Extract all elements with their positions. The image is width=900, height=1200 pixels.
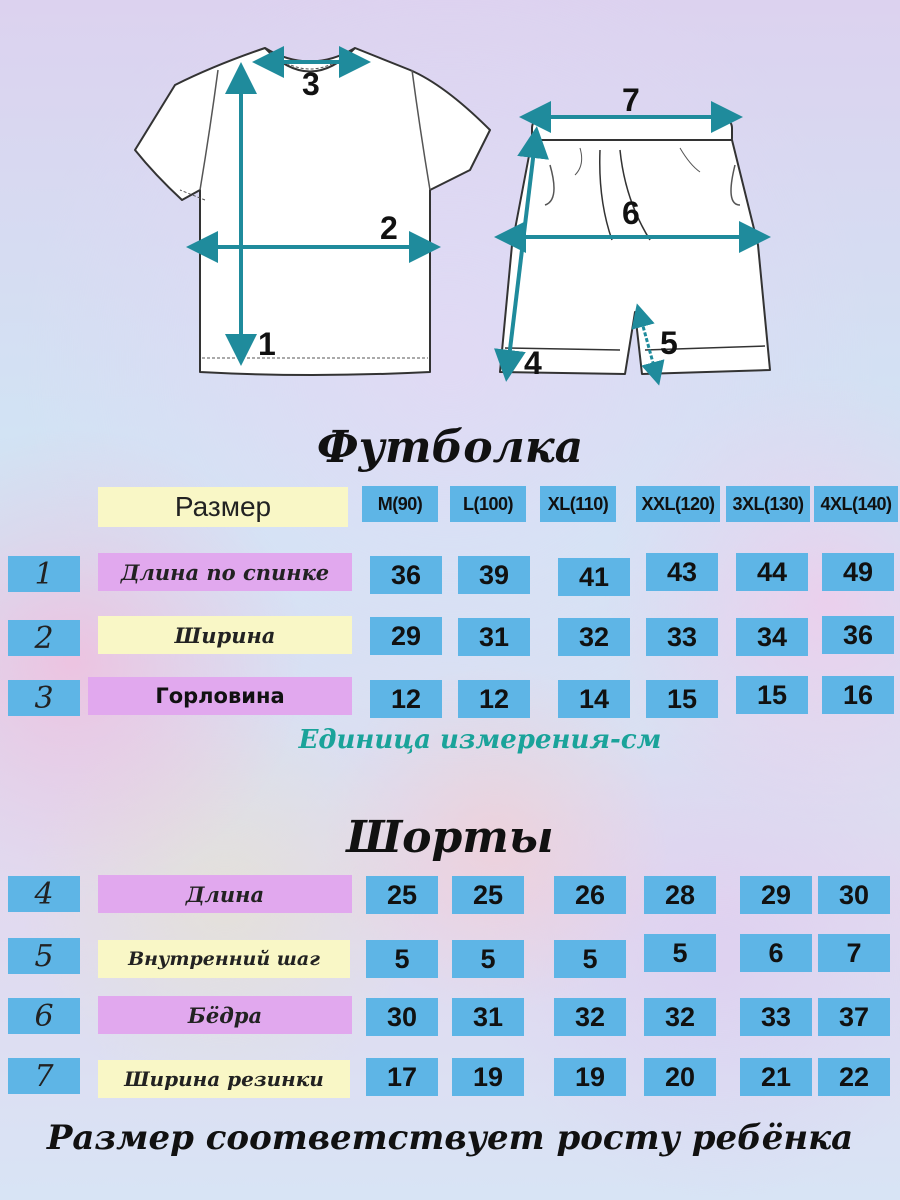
table-cell: 19 — [554, 1058, 626, 1096]
diagram-label-7: 7 — [622, 82, 640, 118]
row-number: 4 — [8, 876, 80, 912]
size-header: 3XL(130) — [726, 486, 810, 522]
row-label: Ширина — [98, 616, 352, 654]
table-cell: 26 — [554, 876, 626, 914]
table-cell: 12 — [458, 680, 530, 718]
row-number: 5 — [8, 938, 80, 974]
table-cell: 22 — [818, 1058, 890, 1096]
table-cell: 49 — [822, 553, 894, 591]
row-number: 1 — [8, 556, 80, 592]
size-header: 4XL(140) — [814, 486, 898, 522]
table-cell: 21 — [740, 1058, 812, 1096]
table-cell: 43 — [646, 553, 718, 591]
table-cell: 12 — [370, 680, 442, 718]
diagram-label-4: 4 — [524, 345, 542, 381]
row-label: Длина — [98, 875, 352, 913]
table-cell: 32 — [558, 618, 630, 656]
table-cell: 36 — [370, 556, 442, 594]
table-cell: 31 — [452, 998, 524, 1036]
table-cell: 6 — [740, 934, 812, 972]
table-cell: 30 — [818, 876, 890, 914]
table-cell: 25 — [452, 876, 524, 914]
table-cell: 19 — [452, 1058, 524, 1096]
shorts-drawing — [500, 118, 770, 374]
table-cell: 44 — [736, 553, 808, 591]
size-header: M(90) — [362, 486, 438, 522]
size-header: XXL(120) — [636, 486, 720, 522]
table-cell: 20 — [644, 1058, 716, 1096]
size-header: XL(110) — [540, 486, 616, 522]
garment-diagram — [0, 0, 900, 420]
table-cell: 14 — [558, 680, 630, 718]
unit-note: Единица измерения-см — [298, 725, 662, 755]
table-cell: 29 — [370, 617, 442, 655]
shorts-title: Шорты — [346, 812, 554, 863]
row-label: Горловина — [88, 677, 352, 715]
table-cell: 7 — [818, 934, 890, 972]
diagram-label-5: 5 — [660, 325, 678, 361]
diagram-label-1: 1 — [258, 326, 276, 362]
table-cell: 33 — [740, 998, 812, 1036]
diagram-label-6: 6 — [622, 195, 640, 231]
table-cell: 29 — [740, 876, 812, 914]
table-cell: 17 — [366, 1058, 438, 1096]
table-cell: 32 — [554, 998, 626, 1036]
table-cell: 32 — [644, 998, 716, 1036]
diagram-label-3: 3 — [302, 66, 320, 102]
row-number: 2 — [8, 620, 80, 656]
table-cell: 25 — [366, 876, 438, 914]
table-cell: 41 — [558, 558, 630, 596]
row-number: 6 — [8, 998, 80, 1034]
table-cell: 5 — [644, 934, 716, 972]
row-label: Длина по спинке — [98, 553, 352, 591]
row-number: 3 — [8, 680, 80, 716]
table-cell: 33 — [646, 618, 718, 656]
tshirt-title: Футболка — [316, 422, 584, 473]
table-cell: 15 — [736, 676, 808, 714]
row-label: Внутренний шаг — [98, 940, 350, 978]
table-cell: 15 — [646, 680, 718, 718]
table-cell: 37 — [818, 998, 890, 1036]
table-cell: 30 — [366, 998, 438, 1036]
table-cell: 5 — [366, 940, 438, 978]
size-header: L(100) — [450, 486, 526, 522]
table-cell: 31 — [458, 618, 530, 656]
table-cell: 5 — [554, 940, 626, 978]
diagram-label-2: 2 — [380, 210, 398, 246]
table-cell: 34 — [736, 618, 808, 656]
table-cell: 36 — [822, 616, 894, 654]
table-cell: 5 — [452, 940, 524, 978]
footer-note: Размер соответствует росту ребёнка — [46, 1118, 854, 1158]
row-label: Ширина резинки — [98, 1060, 350, 1098]
row-number: 7 — [8, 1058, 80, 1094]
table-cell: 39 — [458, 556, 530, 594]
row-label: Бёдра — [98, 996, 352, 1034]
table-cell: 16 — [822, 676, 894, 714]
table-cell: 28 — [644, 876, 716, 914]
size-header-label: Размер — [98, 487, 348, 527]
